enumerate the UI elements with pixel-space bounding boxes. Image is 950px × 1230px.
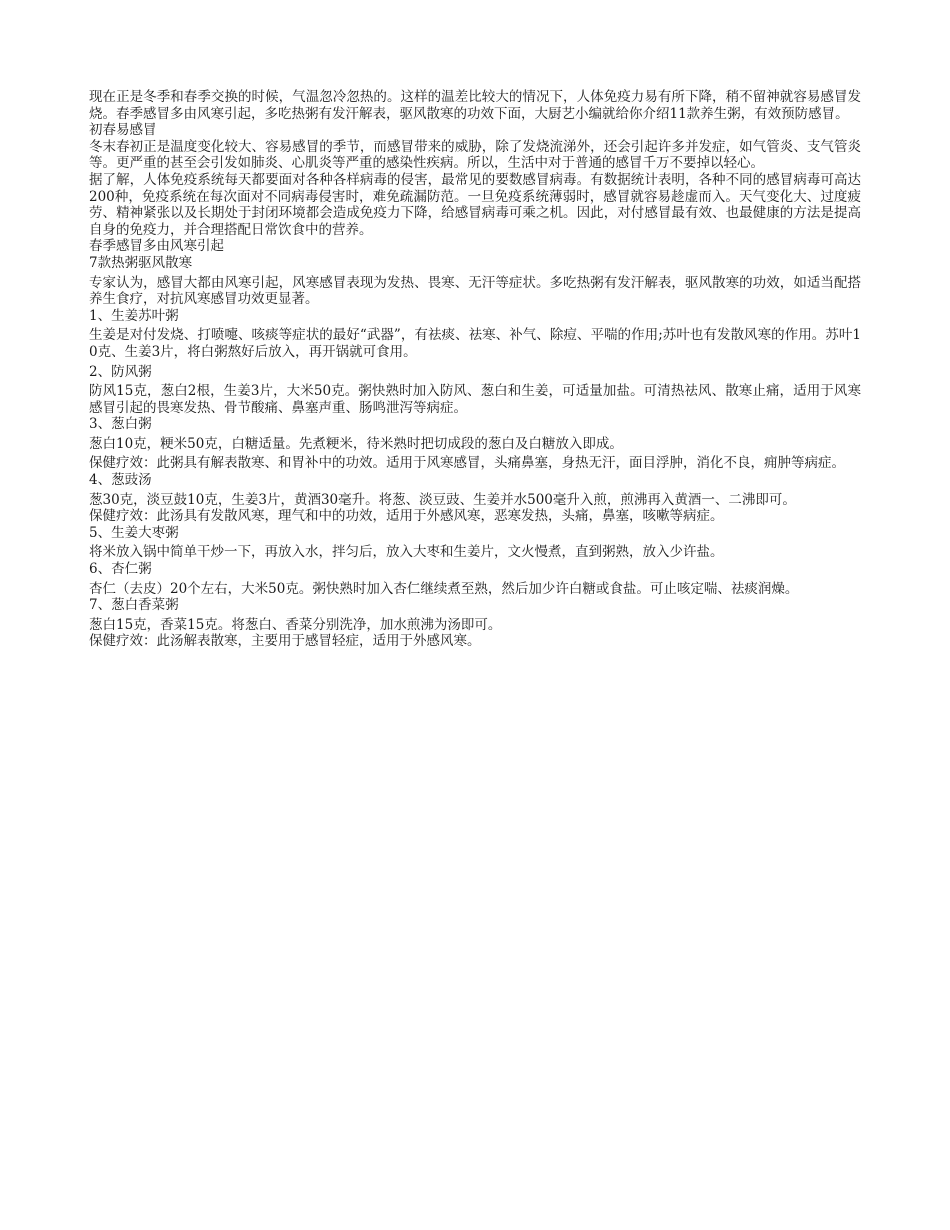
recipe-6-body: 杏仁（去皮）20个左右，大米50克。粥快熟时加入杏仁继续煮至熟，然后加少许白糖或食盐。可止咳定喘、祛痰润燥。 bbox=[89, 580, 799, 597]
recipe-2-title: 2、防风粥 bbox=[89, 363, 152, 380]
recipe-3-note: 保健疗效：此粥具有解表散寒、和胃补中的功效。适用于风寒感冒，头痛鼻塞，身热无汗，面目浮肿，消化不良，痈肿等病症。 bbox=[89, 455, 845, 472]
recipe-3-title: 3、葱白粥 bbox=[89, 416, 152, 433]
heading-spring-cold: 春季感冒多由风寒引起 bbox=[89, 238, 224, 255]
recipe-7-note: 保健疗效：此汤解表散寒，主要用于感冒轻症，适用于外感风寒。 bbox=[89, 633, 481, 650]
intro-paragraph: 现在正是冬季和春季交换的时候，气温忽冷忽热的。这样的温差比较大的情况下，人体免疫力易有所下降，稍不留神就容易感冒发烧。春季感冒多由风寒引起，多吃热粥有发汗解表，驱风散寒的功效下面，大厨艺小编就给你介绍11款养生粥，有效预防感冒。 bbox=[89, 89, 861, 122]
paragraph-early-spring-2: 据了解，人体免疫系统每天都要面对各种各样病毒的侵害，最常见的要数感冒病毒。有数据统计表明，各种不同的感冒病毒可高达200种，免疫系统在每次面对不同病毒侵害时，难免疏漏防范。一旦免疫系统薄弱时，感冒就容易趁虚而入。天气变化大、过度疲劳、精神紧张以及长期处于封闭环境都会造成免疫力下降，给感冒病毒可乘之机。因此，对付感冒最有效、也最健康的方法是提高自身的免疫力，并合理搭配日常饮食中的营养。 bbox=[89, 171, 861, 238]
recipe-1-body: 生姜是对付发烧、打喷嚏、咳痰等症状的最好“武器”，有祛痰、祛寒、补气、除痘、平喘的作用;苏叶也有发散风寒的作用。苏叶10克、生姜3片，将白粥熬好后放入，再开锅就可食用。 bbox=[89, 327, 861, 360]
heading-seven-congee: 7款热粥驱风散寒 bbox=[89, 254, 193, 271]
recipe-5-title: 5、生姜大枣粥 bbox=[89, 524, 179, 541]
recipe-4-note: 保健疗效：此汤具有发散风寒，理气和中的功效，适用于外感风寒，恶寒发热，头痛，鼻塞，咳嗽等病症。 bbox=[89, 508, 724, 525]
recipe-2-body: 防风15克，葱白2根，生姜3片，大米50克。粥快熟时加入防风、葱白和生姜，可适量加盐。可清热祛风、散寒止痛，适用于风寒感冒引起的畏寒发热、骨节酸痛、鼻塞声重、肠鸣泄泻等病症。 bbox=[89, 383, 861, 416]
recipe-6-title: 6、杏仁粥 bbox=[89, 561, 152, 578]
recipe-1-title: 1、生姜苏叶粥 bbox=[89, 307, 179, 324]
article-body bbox=[89, 89, 861, 650]
recipe-4-title: 4、葱豉汤 bbox=[89, 472, 152, 489]
paragraph-expert: 专家认为，感冒大都由风寒引起，风寒感冒表现为发热、畏寒、无汗等症状。多吃热粥有发汗解表，驱风散寒的功效，如适当配搭养生食疗，对抗风寒感冒功效更显著。 bbox=[89, 274, 861, 308]
heading-early-spring: 初春易感冒 bbox=[89, 122, 157, 139]
recipe-7-body: 葱白15克，香菜15克。将葱白、香菜分别洗净，加水煎沸为汤即可。 bbox=[89, 616, 502, 633]
recipe-4-body: 葱30克，淡豆鼓10克，生姜3片，黄酒30毫升。将葱、淡豆豉、生姜并水500毫升入煎，煎沸再入黄酒一、二沸即可。 bbox=[89, 491, 796, 508]
paragraph-early-spring-1: 冬末春初正是温度变化较大、容易感冒的季节，而感冒带来的威胁，除了发烧流涕外，还会引起许多并发症，如气管炎、支气管炎等。更严重的甚至会引发如肺炎、心肌炎等严重的感染性疾病。所以，生活中对于普通的感冒千万不要掉以轻心。 bbox=[89, 138, 861, 172]
recipe-3-body: 葱白10克，粳米50克，白糖适量。先煮粳米，待米熟时把切成段的葱白及白糖放入即成。 bbox=[89, 435, 623, 452]
recipe-5-body: 将米放入锅中简单干炒一下，再放入水，拌匀后，放入大枣和生姜片，文火慢煮，直到粥熟，放入少许盐。 bbox=[89, 544, 724, 561]
recipe-7-title: 7、葱白香菜粥 bbox=[89, 597, 179, 614]
